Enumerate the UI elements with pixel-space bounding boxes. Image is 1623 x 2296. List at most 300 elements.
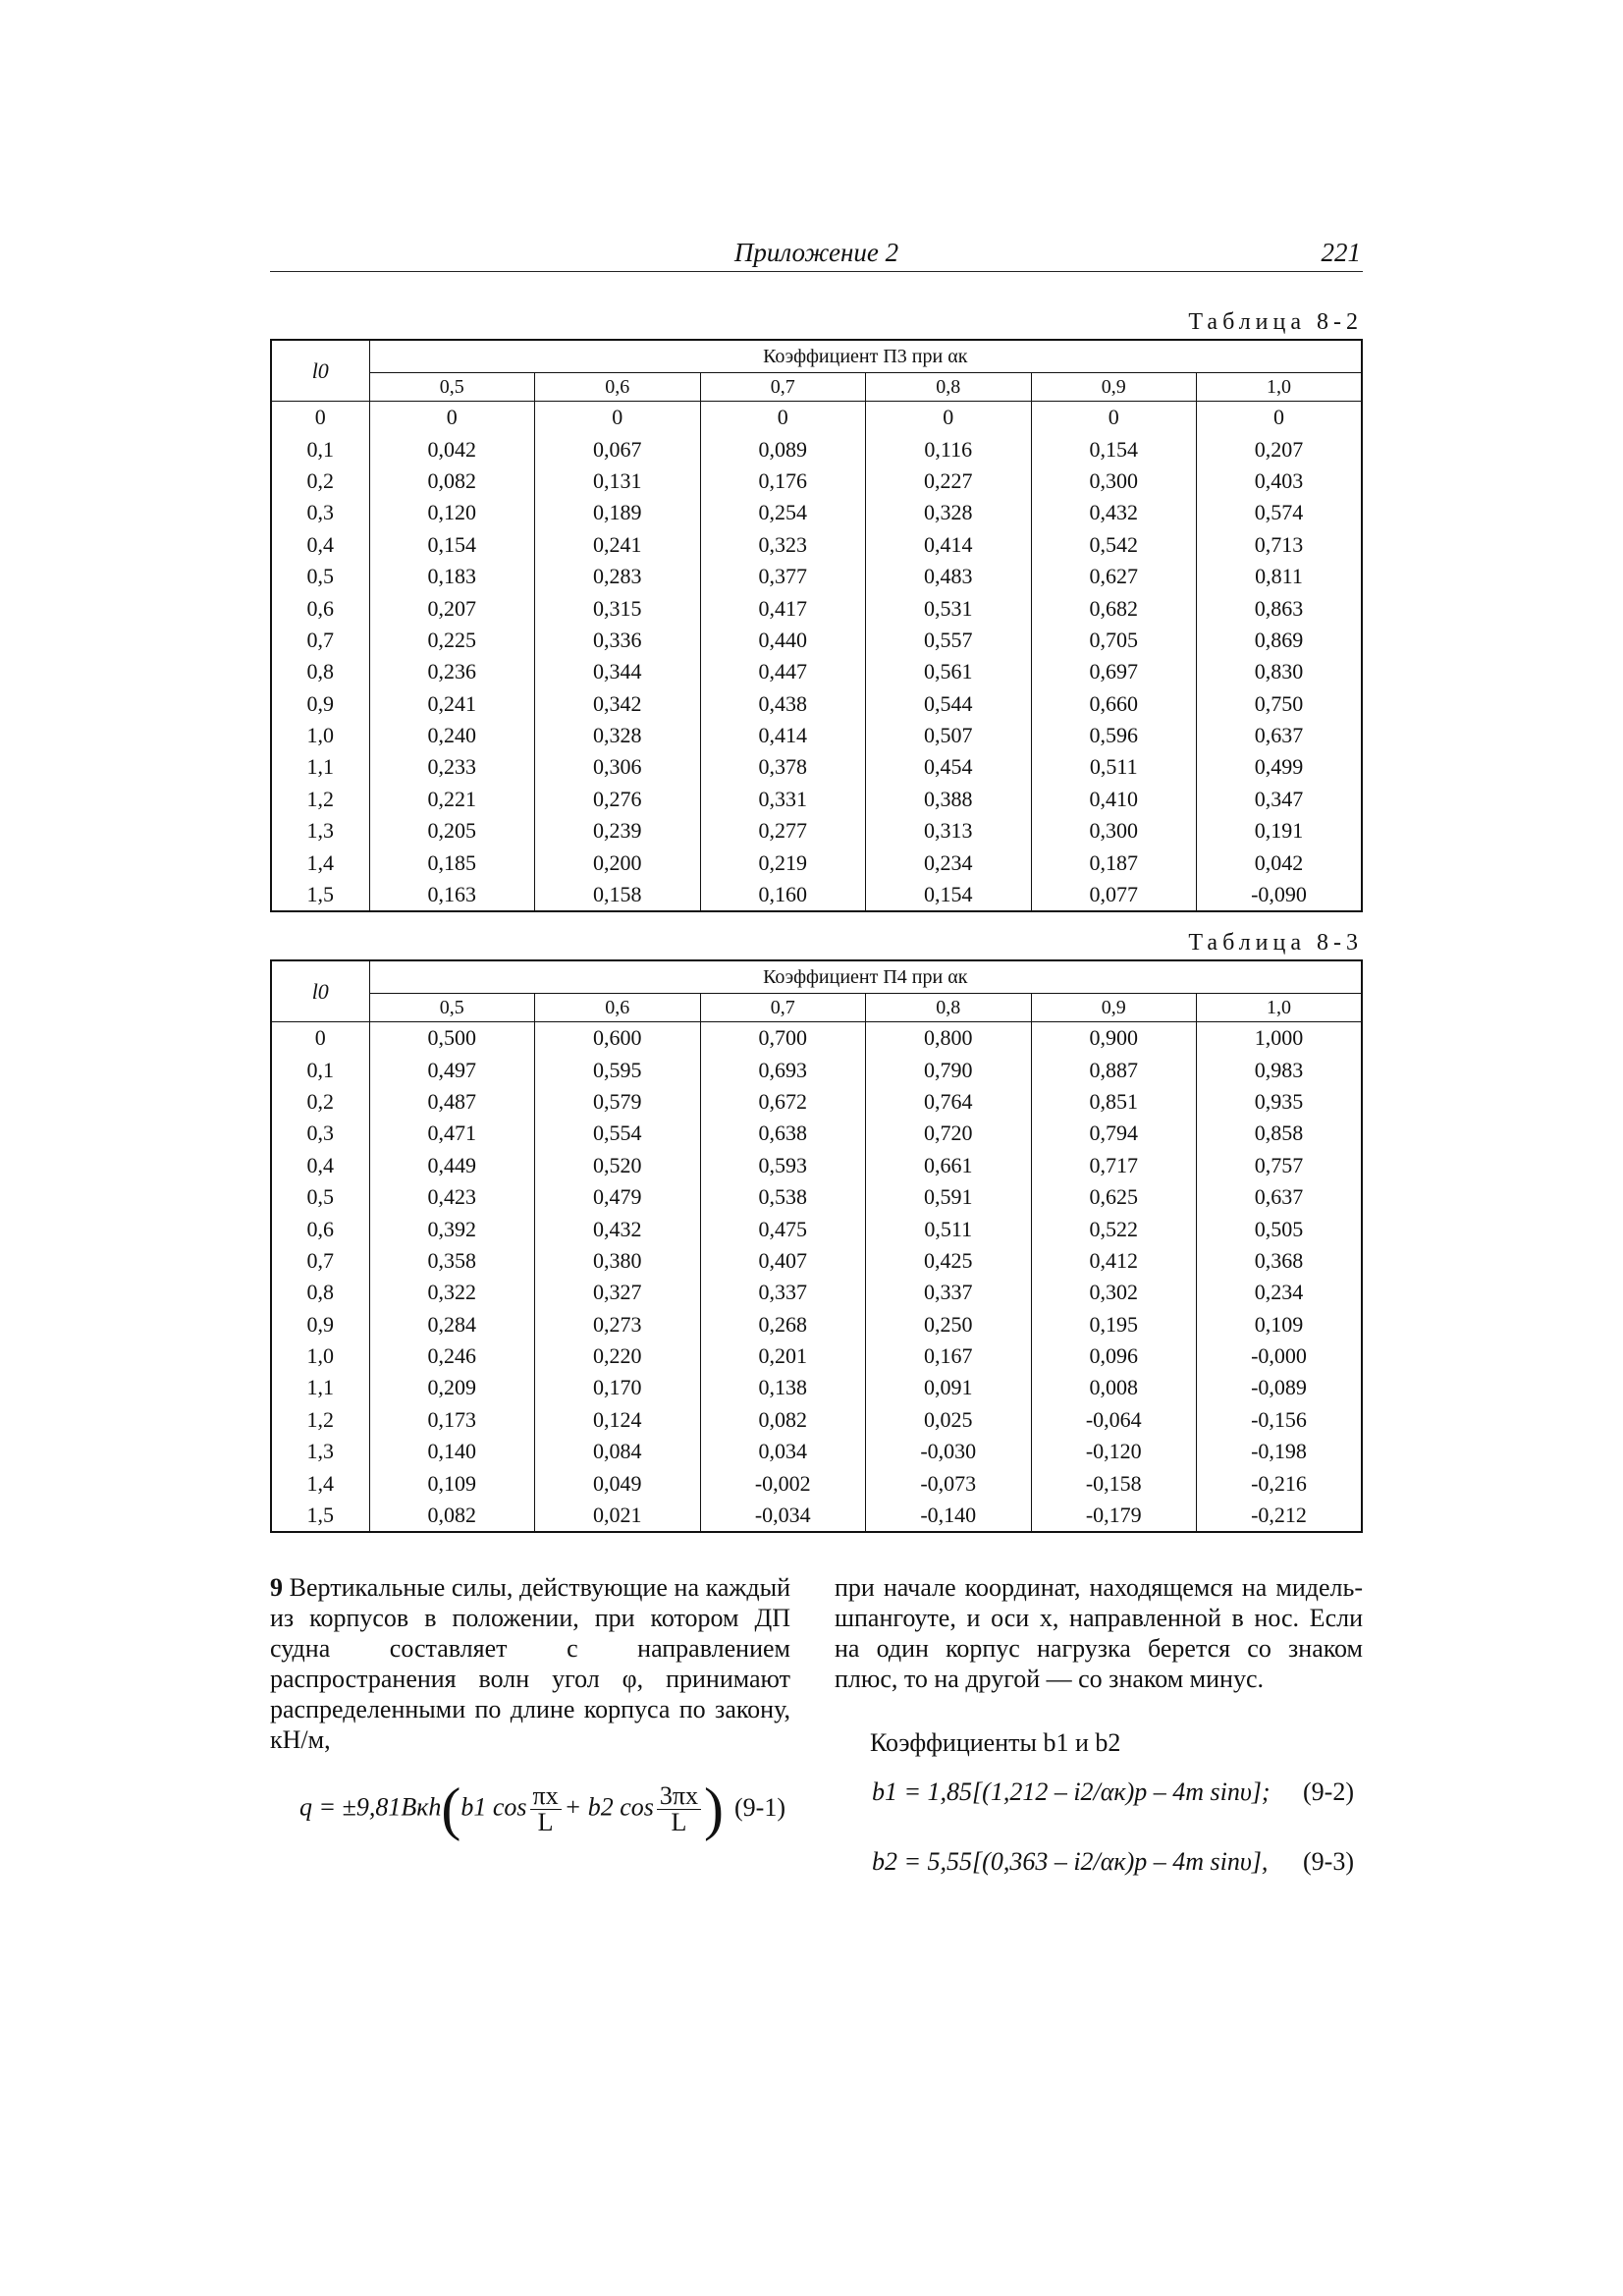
value-cell: 0,219 xyxy=(700,847,866,878)
value-cell: 0,449 xyxy=(369,1150,535,1181)
value-cell: 0,207 xyxy=(1197,433,1363,465)
page-header xyxy=(270,238,1363,272)
table-row xyxy=(271,1022,1362,1055)
value-cell: 0,200 xyxy=(535,847,701,878)
value-cell: 0,794 xyxy=(1031,1118,1197,1149)
value-cell: 0,163 xyxy=(369,879,535,911)
table-row xyxy=(271,497,1362,528)
row-label-cell: 0,8 xyxy=(271,656,369,687)
column-headers xyxy=(271,373,1362,402)
value-cell: 0,561 xyxy=(866,656,1032,687)
value-cell: 0,154 xyxy=(1031,433,1197,465)
value-cell: 0,596 xyxy=(1031,720,1197,751)
row-label-cell: 0,1 xyxy=(271,433,369,465)
value-cell: -0,179 xyxy=(1031,1500,1197,1532)
value-cell: 0,176 xyxy=(700,465,866,497)
value-cell: 0,764 xyxy=(866,1086,1032,1118)
value-cell: 0,757 xyxy=(1197,1150,1363,1181)
header-title: Приложение 2 xyxy=(733,238,899,267)
f1-den2: L xyxy=(671,1808,687,1836)
value-cell: 0,306 xyxy=(535,751,701,783)
table-8-2 xyxy=(270,339,1363,912)
value-cell: 0,483 xyxy=(866,561,1032,592)
value-cell: 0,221 xyxy=(369,784,535,815)
row-label-cell: 0 xyxy=(271,402,369,434)
value-cell: 0,034 xyxy=(700,1436,866,1467)
value-cell: 0,887 xyxy=(1031,1054,1197,1085)
row-label-cell: 0,8 xyxy=(271,1277,369,1308)
value-cell: 0,407 xyxy=(700,1245,866,1277)
table-row xyxy=(271,1467,1362,1499)
value-cell: 0,160 xyxy=(700,879,866,911)
value-cell: 0,234 xyxy=(1197,1277,1363,1308)
value-cell: 0,273 xyxy=(535,1309,701,1340)
row-label-cell: 0,4 xyxy=(271,529,369,561)
value-cell: 0,327 xyxy=(535,1277,701,1308)
value-cell: 0,417 xyxy=(700,592,866,624)
value-cell: 0,268 xyxy=(700,1309,866,1340)
row-label-cell: 1,4 xyxy=(271,847,369,878)
value-cell: 0,021 xyxy=(535,1500,701,1532)
value-cell: -0,140 xyxy=(866,1500,1032,1532)
value-cell: -0,034 xyxy=(700,1500,866,1532)
table-row xyxy=(271,529,1362,561)
column-header: 0,9 xyxy=(1031,994,1197,1022)
value-cell: -0,000 xyxy=(1197,1340,1363,1372)
value-cell: 1,000 xyxy=(1197,1022,1363,1055)
value-cell: 0,900 xyxy=(1031,1022,1197,1055)
value-cell: 0,935 xyxy=(1197,1086,1363,1118)
column-header: 0,6 xyxy=(535,373,701,402)
value-cell: 0,131 xyxy=(535,465,701,497)
row-label-cell: 1,1 xyxy=(271,751,369,783)
column-header: 0,5 xyxy=(369,994,535,1022)
value-cell: 0,520 xyxy=(535,1150,701,1181)
value-cell: 0,344 xyxy=(535,656,701,687)
value-cell: 0,479 xyxy=(535,1181,701,1213)
value-cell: 0,331 xyxy=(700,784,866,815)
value-cell: 0,234 xyxy=(866,847,1032,878)
value-cell: 0,412 xyxy=(1031,1245,1197,1277)
value-cell: 0,700 xyxy=(700,1022,866,1055)
row-header xyxy=(271,340,369,402)
value-cell: -0,212 xyxy=(1197,1500,1363,1532)
eq-number-9-3: (9-3) xyxy=(1303,1847,1354,1876)
value-cell: 0,392 xyxy=(369,1213,535,1244)
table-row xyxy=(271,1340,1362,1372)
value-cell: 0,380 xyxy=(535,1245,701,1277)
row-label-cell: 0,5 xyxy=(271,561,369,592)
value-cell: 0,800 xyxy=(866,1022,1032,1055)
table-row xyxy=(271,402,1362,434)
row-label-cell: 0 xyxy=(271,1022,369,1055)
table-row xyxy=(271,1372,1362,1403)
row-label-cell: 0,7 xyxy=(271,1245,369,1277)
value-cell: 0,811 xyxy=(1197,561,1363,592)
row-label-cell: 0,2 xyxy=(271,465,369,497)
value-cell: 0,328 xyxy=(535,720,701,751)
value-cell: 0,750 xyxy=(1197,688,1363,720)
value-cell: 0,322 xyxy=(369,1277,535,1308)
value-cell: -0,030 xyxy=(866,1436,1032,1467)
value-cell: 0,717 xyxy=(1031,1150,1197,1181)
value-cell: 0 xyxy=(369,402,535,434)
item-number: 9 xyxy=(270,1573,283,1602)
value-cell: 0,025 xyxy=(866,1404,1032,1436)
value-cell: 0,713 xyxy=(1197,529,1363,561)
group-header: Коэффициент П4 при αк xyxy=(369,960,1362,994)
value-cell: 0,522 xyxy=(1031,1213,1197,1244)
column-headers xyxy=(271,994,1362,1022)
row-label-cell: 0,7 xyxy=(271,625,369,656)
value-cell: 0,220 xyxy=(535,1340,701,1372)
value-cell: 0,638 xyxy=(700,1118,866,1149)
value-cell: 0,158 xyxy=(535,879,701,911)
value-cell: 0,254 xyxy=(700,497,866,528)
row-label-cell: 0,3 xyxy=(271,1118,369,1149)
coef-line: Коэффициенты b1 и b2 xyxy=(870,1728,1121,1757)
value-cell: 0,283 xyxy=(535,561,701,592)
value-cell: 0,637 xyxy=(1197,720,1363,751)
value-cell: -0,089 xyxy=(1197,1372,1363,1403)
value-cell: 0,471 xyxy=(369,1118,535,1149)
table-row xyxy=(271,656,1362,687)
row-label-cell: 0,4 xyxy=(271,1150,369,1181)
column-header: 0,8 xyxy=(866,373,1032,402)
row-label-cell: 0,9 xyxy=(271,1309,369,1340)
value-cell: 0,438 xyxy=(700,688,866,720)
value-cell: 0,042 xyxy=(1197,847,1363,878)
value-cell: 0 xyxy=(1197,402,1363,434)
eq-number-9-2: (9-2) xyxy=(1303,1777,1354,1806)
row-header-label: l0 xyxy=(311,357,329,383)
table-row xyxy=(271,784,1362,815)
value-cell: 0,173 xyxy=(369,1404,535,1436)
row-label-cell: 0,3 xyxy=(271,497,369,528)
table-row xyxy=(271,879,1362,911)
value-cell: 0,475 xyxy=(700,1213,866,1244)
value-cell: 0,277 xyxy=(700,815,866,847)
left-paragraph-text: Вертикальные силы, действующие на каждый из корпусов в положении, при котором ДП судна составляет с направлением распространения волн угол φ, принимают распределенными по длине корпуса по закону, кН/м, xyxy=(270,1573,791,1754)
value-cell: 0,082 xyxy=(700,1404,866,1436)
value-cell: 0,170 xyxy=(535,1372,701,1403)
value-cell: 0,241 xyxy=(535,529,701,561)
value-cell: -0,216 xyxy=(1197,1467,1363,1499)
value-cell: 0,239 xyxy=(535,815,701,847)
table-row xyxy=(271,1086,1362,1118)
value-cell: 0,313 xyxy=(866,815,1032,847)
column-header: 0,7 xyxy=(700,373,866,402)
value-cell: -0,090 xyxy=(1197,879,1363,911)
value-cell: 0,858 xyxy=(1197,1118,1363,1149)
value-cell: 0,195 xyxy=(1031,1309,1197,1340)
value-cell: 0,191 xyxy=(1197,815,1363,847)
value-cell: 0,154 xyxy=(369,529,535,561)
column-header: 0,5 xyxy=(369,373,535,402)
value-cell: 0,432 xyxy=(1031,497,1197,528)
value-cell: 0,388 xyxy=(866,784,1032,815)
value-cell: 0,511 xyxy=(866,1213,1032,1244)
column-header: 1,0 xyxy=(1197,994,1363,1022)
row-label-cell: 1,2 xyxy=(271,784,369,815)
row-label-cell: 1,2 xyxy=(271,1404,369,1436)
value-cell: 0,084 xyxy=(535,1436,701,1467)
value-cell: 0,627 xyxy=(1031,561,1197,592)
value-cell: 0,377 xyxy=(700,561,866,592)
value-cell: 0,189 xyxy=(535,497,701,528)
row-label-cell: 1,3 xyxy=(271,815,369,847)
value-cell: 0,368 xyxy=(1197,1245,1363,1277)
value-cell: 0,595 xyxy=(535,1054,701,1085)
row-label-cell: 0,2 xyxy=(271,1086,369,1118)
f1-lhs: q = ±9,81Bкh xyxy=(299,1792,442,1822)
value-cell: 0,185 xyxy=(369,847,535,878)
row-label-cell: 0,1 xyxy=(271,1054,369,1085)
value-cell: 0,863 xyxy=(1197,592,1363,624)
value-cell: 0,205 xyxy=(369,815,535,847)
table-row xyxy=(271,751,1362,783)
value-cell: 0,124 xyxy=(535,1404,701,1436)
value-cell: 0,440 xyxy=(700,625,866,656)
value-cell: 0,116 xyxy=(866,433,1032,465)
value-cell: -0,002 xyxy=(700,1467,866,1499)
value-cell: 0,233 xyxy=(369,751,535,783)
column-header: 1,0 xyxy=(1197,373,1363,402)
formula-9-2: b1 = 1,85[(1,212 – i2/αк)p – 4m sinυ]; xyxy=(872,1777,1271,1806)
value-cell: 0,082 xyxy=(369,1500,535,1532)
value-cell: -0,073 xyxy=(866,1467,1032,1499)
value-cell: 0,323 xyxy=(700,529,866,561)
value-cell: 0,225 xyxy=(369,625,535,656)
table-row xyxy=(271,815,1362,847)
value-cell: 0,246 xyxy=(369,1340,535,1372)
value-cell: 0,557 xyxy=(866,625,1032,656)
value-cell: 0,120 xyxy=(369,497,535,528)
f1-b1: b1 cos xyxy=(460,1792,527,1822)
value-cell: 0,591 xyxy=(866,1181,1032,1213)
value-cell: 0,358 xyxy=(369,1245,535,1277)
value-cell: 0,830 xyxy=(1197,656,1363,687)
column-header: 0,6 xyxy=(535,994,701,1022)
column-header: 0,7 xyxy=(700,994,866,1022)
f1-frac1 xyxy=(530,1783,562,1835)
value-cell: 0,077 xyxy=(1031,879,1197,911)
value-cell: 0,697 xyxy=(1031,656,1197,687)
value-cell: 0,140 xyxy=(369,1436,535,1467)
value-cell: 0,790 xyxy=(866,1054,1032,1085)
table-row xyxy=(271,1404,1362,1436)
column-header: 0,8 xyxy=(866,994,1032,1022)
value-cell: 0,410 xyxy=(1031,784,1197,815)
table-row xyxy=(271,1054,1362,1085)
eq-number-9-1: (9-1) xyxy=(734,1793,785,1822)
value-cell: 0,096 xyxy=(1031,1340,1197,1372)
value-cell: 0,487 xyxy=(369,1086,535,1118)
value-cell: 0,008 xyxy=(1031,1372,1197,1403)
value-cell: 0,705 xyxy=(1031,625,1197,656)
value-cell: 0,109 xyxy=(369,1467,535,1499)
value-cell: 0,207 xyxy=(369,592,535,624)
table-row xyxy=(271,1213,1362,1244)
table-row xyxy=(271,1245,1362,1277)
value-cell: 0,414 xyxy=(700,720,866,751)
value-cell: -0,156 xyxy=(1197,1404,1363,1436)
row-label-cell: 0,6 xyxy=(271,592,369,624)
row-label-cell: 1,0 xyxy=(271,720,369,751)
value-cell: 0,378 xyxy=(700,751,866,783)
table-8-3 xyxy=(270,959,1363,1533)
value-cell: 0,138 xyxy=(700,1372,866,1403)
value-cell: 0,507 xyxy=(866,720,1032,751)
value-cell: 0,499 xyxy=(1197,751,1363,783)
value-cell: 0,672 xyxy=(700,1086,866,1118)
table2-caption: Таблица 8-3 xyxy=(1188,930,1363,956)
value-cell: 0,500 xyxy=(369,1022,535,1055)
value-cell: 0,109 xyxy=(1197,1309,1363,1340)
value-cell: 0,511 xyxy=(1031,751,1197,783)
table-row xyxy=(271,1500,1362,1532)
table-row xyxy=(271,720,1362,751)
value-cell: 0,091 xyxy=(866,1372,1032,1403)
value-cell: 0,542 xyxy=(1031,529,1197,561)
table-body xyxy=(271,402,1362,912)
value-cell: 0,869 xyxy=(1197,625,1363,656)
value-cell: 0,284 xyxy=(369,1309,535,1340)
table-body xyxy=(271,1022,1362,1533)
row-label-cell: 1,5 xyxy=(271,879,369,911)
f1-b2: + b2 cos xyxy=(564,1792,654,1822)
row-label-cell: 0,5 xyxy=(271,1181,369,1213)
value-cell: 0 xyxy=(700,402,866,434)
value-cell: 0,201 xyxy=(700,1340,866,1372)
value-cell: 0,538 xyxy=(700,1181,866,1213)
value-cell: 0,531 xyxy=(866,592,1032,624)
value-cell: 0,315 xyxy=(535,592,701,624)
group-header: Коэффициент П3 при αк xyxy=(369,340,1362,373)
row-label-cell: 1,0 xyxy=(271,1340,369,1372)
value-cell: 0,167 xyxy=(866,1340,1032,1372)
value-cell: 0,337 xyxy=(866,1277,1032,1308)
value-cell: 0,682 xyxy=(1031,592,1197,624)
value-cell: 0,447 xyxy=(700,656,866,687)
value-cell: 0,067 xyxy=(535,433,701,465)
value-cell: 0,082 xyxy=(369,465,535,497)
value-cell: 0,544 xyxy=(866,688,1032,720)
value-cell: -0,120 xyxy=(1031,1436,1197,1467)
row-label-cell: 0,6 xyxy=(271,1213,369,1244)
value-cell: 0,593 xyxy=(700,1150,866,1181)
f1-frac2 xyxy=(657,1783,701,1835)
f1-num1: πx xyxy=(530,1783,562,1810)
value-cell: 0,227 xyxy=(866,465,1032,497)
table-row xyxy=(271,688,1362,720)
formula-9-1: q = ±9,81Bкh(b1 cos $\frac{\pi x}{L}$ + b2 cos $\frac{3\pi x}{L}$ ) xyxy=(299,1777,724,1841)
value-cell: 0,454 xyxy=(866,751,1032,783)
table-row xyxy=(271,1277,1362,1308)
row-label-cell: 1,1 xyxy=(271,1372,369,1403)
row-label-cell: 0,9 xyxy=(271,688,369,720)
value-cell: 0 xyxy=(1031,402,1197,434)
value-cell: 0,187 xyxy=(1031,847,1197,878)
value-cell: 0,328 xyxy=(866,497,1032,528)
table-row xyxy=(271,625,1362,656)
value-cell: 0,574 xyxy=(1197,497,1363,528)
row-header-label: l0 xyxy=(311,978,329,1004)
value-cell: 0,049 xyxy=(535,1467,701,1499)
value-cell: 0,276 xyxy=(535,784,701,815)
value-cell: 0,209 xyxy=(369,1372,535,1403)
value-cell: 0,625 xyxy=(1031,1181,1197,1213)
value-cell: 0,403 xyxy=(1197,465,1363,497)
value-cell: 0,089 xyxy=(700,433,866,465)
value-cell: 0 xyxy=(866,402,1032,434)
value-cell: 0,661 xyxy=(866,1150,1032,1181)
row-label-cell: 1,5 xyxy=(271,1500,369,1532)
table-row xyxy=(271,433,1362,465)
value-cell: -0,158 xyxy=(1031,1467,1197,1499)
value-cell: 0,183 xyxy=(369,561,535,592)
row-label-cell: 1,3 xyxy=(271,1436,369,1467)
value-cell: -0,198 xyxy=(1197,1436,1363,1467)
left-paragraph xyxy=(270,1572,790,1755)
value-cell: 0,336 xyxy=(535,625,701,656)
value-cell: -0,064 xyxy=(1031,1404,1197,1436)
value-cell: 0,423 xyxy=(369,1181,535,1213)
table-row xyxy=(271,1181,1362,1213)
value-cell: 0,300 xyxy=(1031,815,1197,847)
right-paragraph: при начале координат, находящемся на мидель-шпангоуте, и оси x, направленной в нос. Если на один корпус нагрузка берется со знаком плюс, то на другой — со знаком минус. xyxy=(835,1573,1363,1693)
value-cell: 0,342 xyxy=(535,688,701,720)
table-row xyxy=(271,592,1362,624)
table-row xyxy=(271,1309,1362,1340)
row-header xyxy=(271,960,369,1022)
table-row xyxy=(271,561,1362,592)
value-cell: 0,425 xyxy=(866,1245,1032,1277)
value-cell: 0,497 xyxy=(369,1054,535,1085)
f1-num2: 3πx xyxy=(657,1783,701,1810)
value-cell: 0,236 xyxy=(369,656,535,687)
value-cell: 0,302 xyxy=(1031,1277,1197,1308)
value-cell: 0,600 xyxy=(535,1022,701,1055)
value-cell: 0,154 xyxy=(866,879,1032,911)
value-cell: 0,693 xyxy=(700,1054,866,1085)
value-cell: 0,240 xyxy=(369,720,535,751)
value-cell: 0,983 xyxy=(1197,1054,1363,1085)
value-cell: 0,347 xyxy=(1197,784,1363,815)
value-cell: 0,241 xyxy=(369,688,535,720)
value-cell: 0,250 xyxy=(866,1309,1032,1340)
value-cell: 0,660 xyxy=(1031,688,1197,720)
column-header: 0,9 xyxy=(1031,373,1197,402)
table-row xyxy=(271,847,1362,878)
table1-caption: Таблица 8-2 xyxy=(1188,309,1363,335)
row-label-cell: 1,4 xyxy=(271,1467,369,1499)
value-cell: 0 xyxy=(535,402,701,434)
value-cell: 0,042 xyxy=(369,433,535,465)
value-cell: 0,637 xyxy=(1197,1181,1363,1213)
table-row xyxy=(271,465,1362,497)
value-cell: 0,300 xyxy=(1031,465,1197,497)
value-cell: 0,432 xyxy=(535,1213,701,1244)
value-cell: 0,851 xyxy=(1031,1086,1197,1118)
value-cell: 0,337 xyxy=(700,1277,866,1308)
value-cell: 0,554 xyxy=(535,1118,701,1149)
table-row xyxy=(271,1436,1362,1467)
f1-den1: L xyxy=(537,1808,554,1836)
formula-9-3: b2 = 5,55[(0,363 – i2/αк)p – 4m sinυ], xyxy=(872,1847,1269,1876)
table-row xyxy=(271,1150,1362,1181)
value-cell: 0,579 xyxy=(535,1086,701,1118)
